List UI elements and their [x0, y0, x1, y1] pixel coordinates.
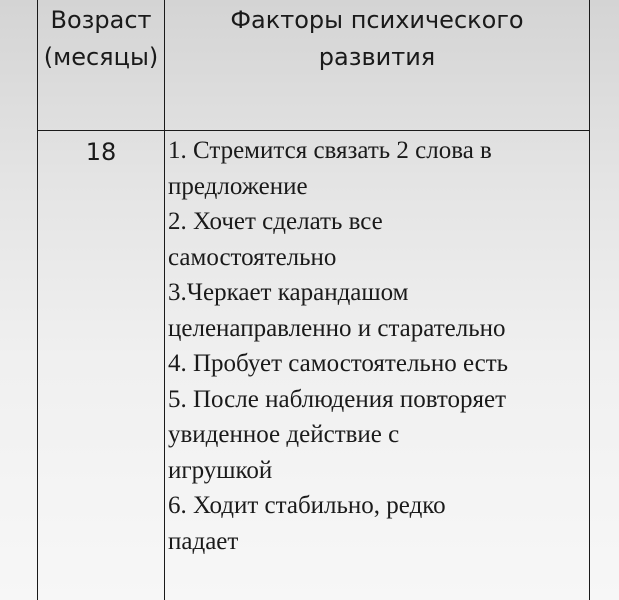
factors-cell: [168, 133, 586, 559]
header-age-unit: (месяцы): [43, 43, 159, 71]
header-age-label: Возраст: [50, 6, 152, 34]
header-age-column: [38, 2, 164, 76]
factor-line: целенаправленно и старательно: [168, 314, 506, 342]
factor-line: падает: [168, 527, 239, 555]
column-divider: [164, 0, 165, 600]
factor-line: игрушкой: [168, 456, 273, 484]
factor-line: 3.Черкает карандашом: [168, 279, 409, 306]
factor-line: 2. Хочет сделать все: [168, 208, 383, 235]
factor-line: 4. Пробует самостоятельно есть: [168, 350, 509, 377]
header-factors-label-line2: развития: [318, 43, 436, 71]
header-factors-column: [166, 2, 588, 76]
factor-line: 1. Стремится связать 2 слова в: [168, 137, 492, 164]
factor-line: самостоятельно: [168, 243, 337, 271]
header-row-divider: [37, 130, 590, 131]
header-factors-label-line1: Факторы психического: [230, 6, 524, 34]
factor-line: предложение: [168, 172, 308, 200]
factor-line: 6. Ходит стабильно, редко: [168, 492, 446, 519]
factor-line: увиденное действие с: [168, 421, 400, 448]
factor-line: 5. После наблюдения повторяет: [168, 385, 507, 413]
row-age-cell: 18: [85, 138, 117, 166]
